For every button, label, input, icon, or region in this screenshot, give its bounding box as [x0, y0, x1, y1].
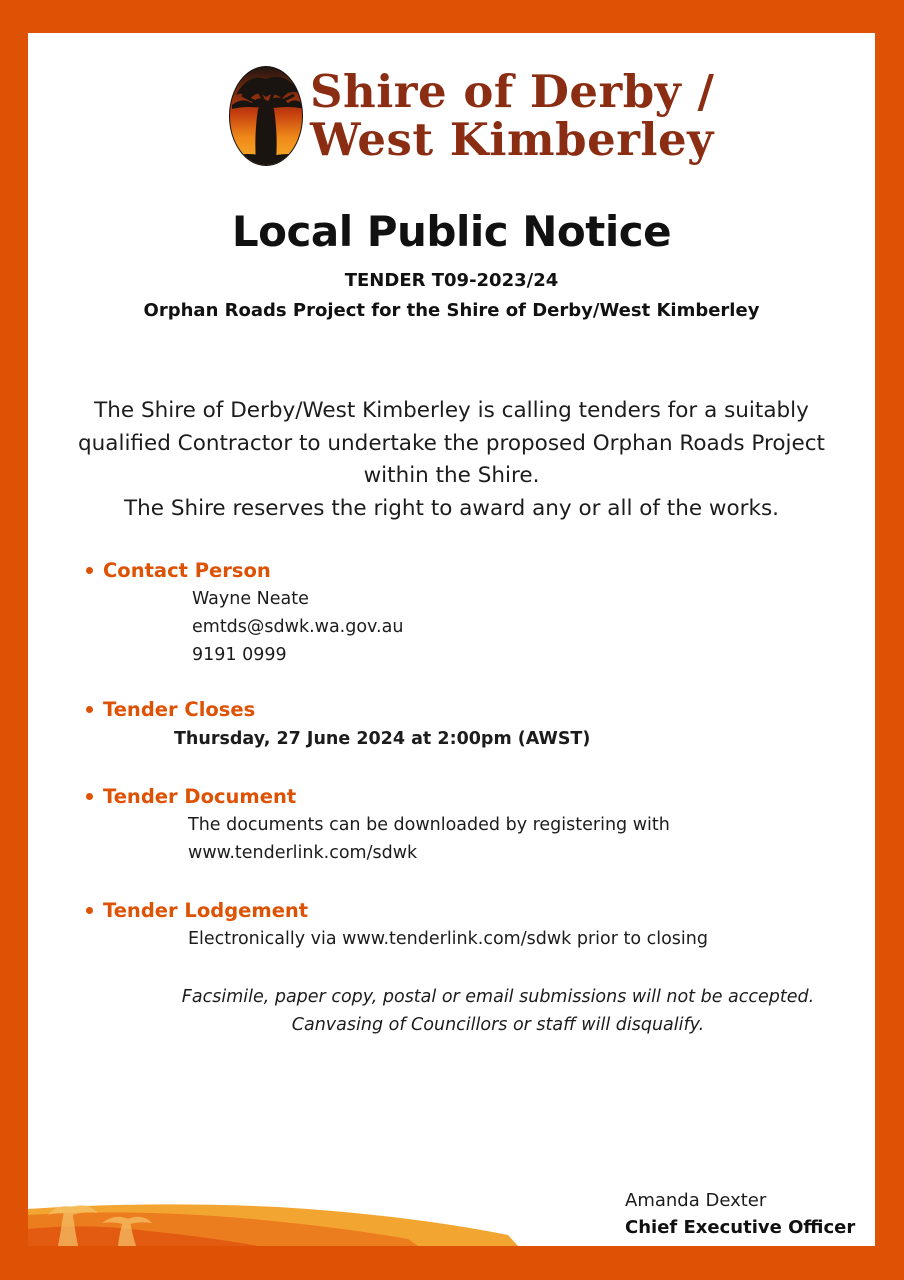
- section-heading: Contact Person: [103, 559, 271, 582]
- document-link[interactable]: www.tenderlink.com/sdwk: [188, 843, 418, 863]
- logo-text-line1: Shire of Derby /: [310, 65, 715, 118]
- signatory-name: Amanda Dexter: [625, 1190, 767, 1211]
- section-heading: Tender Lodgement: [103, 899, 309, 922]
- signatory-title: Chief Executive Officer: [625, 1217, 856, 1238]
- intro-paragraph: The Shire of Derby/West Kimberley is calling tenders for a suitably qualified Contractor to undertake the proposed Orphan Roads Project within the Shire.: [78, 398, 825, 488]
- intro-text: [68, 395, 835, 525]
- bullet-icon: [86, 706, 93, 713]
- bullet-icon: [86, 793, 93, 800]
- note-line: Facsimile, paper copy, postal or email submissions will not be accepted.: [181, 987, 815, 1007]
- shire-logo: [228, 65, 715, 169]
- contact-phone: 9191 0999: [192, 645, 287, 665]
- section-heading: Tender Closes: [103, 698, 256, 721]
- tender-number: TENDER T09-2023/24: [344, 270, 559, 291]
- logo-text-line2: West Kimberley: [310, 113, 714, 166]
- boab-tree-sunset-icon: [228, 65, 308, 169]
- bullet-icon: [86, 907, 93, 914]
- document-text: The documents can be downloaded by registering with: [188, 815, 670, 835]
- notice-title: Local Public Notice: [231, 207, 672, 256]
- closing-datetime: Thursday, 27 June 2024 at 2:00pm (AWST): [174, 729, 591, 749]
- lodgement-text: Electronically via www.tenderlink.com/sdwk prior to closing: [188, 929, 708, 949]
- notice-page: [28, 33, 875, 1246]
- section-heading: Tender Document: [103, 785, 297, 808]
- bullet-icon: [86, 567, 93, 574]
- contact-name: Wayne Neate: [192, 589, 309, 609]
- submission-note: [168, 983, 828, 1039]
- contact-email[interactable]: emtds@sdwk.wa.gov.au: [192, 617, 404, 637]
- project-title: Orphan Roads Project for the Shire of Derby/West Kimberley: [143, 300, 760, 321]
- intro-paragraph: The Shire reserves the right to award any or all of the works.: [124, 495, 779, 521]
- note-line: Canvasing of Councillors or staff will disqualify.: [291, 1015, 705, 1035]
